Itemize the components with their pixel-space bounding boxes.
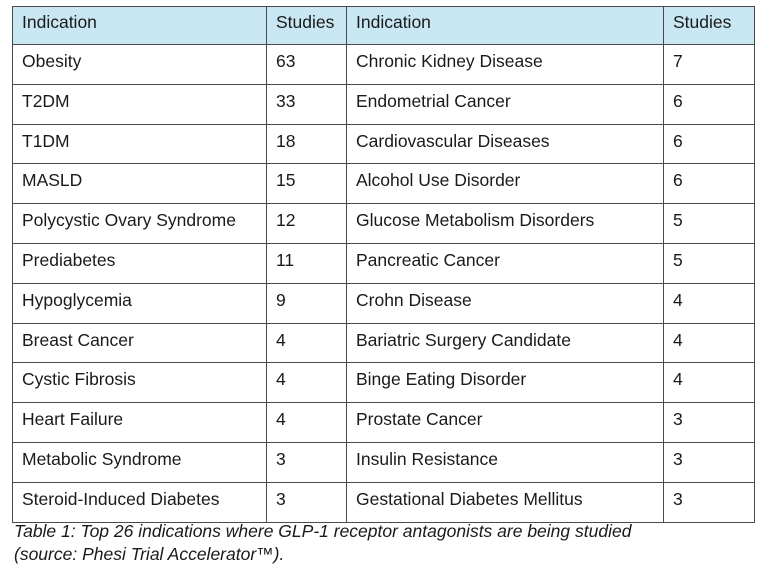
studies-cell: 4 — [267, 403, 347, 443]
studies-cell: 4 — [664, 283, 755, 323]
studies-cell: 3 — [664, 442, 755, 482]
indication-cell: Polycystic Ovary Syndrome — [13, 204, 267, 244]
table-row — [13, 45, 755, 85]
caption-line-1: Table 1: Top 26 indications where GLP-1 receptor antagonists are being studied — [14, 521, 632, 541]
table-body — [13, 45, 755, 523]
table-row — [13, 403, 755, 443]
studies-cell: 3 — [267, 482, 347, 522]
table-row — [13, 84, 755, 124]
studies-cell: 5 — [664, 243, 755, 283]
studies-cell: 3 — [664, 403, 755, 443]
header-indication-right: Indication — [347, 7, 664, 45]
header-indication-left: Indication — [13, 7, 267, 45]
studies-cell: 18 — [267, 124, 347, 164]
indication-cell: Cystic Fibrosis — [13, 363, 267, 403]
indication-cell: Breast Cancer — [13, 323, 267, 363]
studies-cell: 6 — [664, 164, 755, 204]
header-studies-right: Studies — [664, 7, 755, 45]
studies-cell: 33 — [267, 84, 347, 124]
indication-cell: Pancreatic Cancer — [347, 243, 664, 283]
studies-cell: 63 — [267, 45, 347, 85]
table-row — [13, 482, 755, 522]
indication-cell: T1DM — [13, 124, 267, 164]
header-row — [13, 7, 755, 45]
indication-cell: Prostate Cancer — [347, 403, 664, 443]
table-row — [13, 283, 755, 323]
indication-cell: T2DM — [13, 84, 267, 124]
studies-cell: 4 — [267, 323, 347, 363]
indication-cell: Cardiovascular Diseases — [347, 124, 664, 164]
indication-cell: Glucose Metabolism Disorders — [347, 204, 664, 244]
studies-cell: 6 — [664, 124, 755, 164]
indications-table-container — [12, 6, 754, 523]
indication-cell: Gestational Diabetes Mellitus — [347, 482, 664, 522]
table-row — [13, 363, 755, 403]
table-caption — [14, 520, 754, 566]
studies-cell: 12 — [267, 204, 347, 244]
indications-table — [12, 6, 755, 523]
table-row — [13, 442, 755, 482]
indication-cell: Chronic Kidney Disease — [347, 45, 664, 85]
indication-cell: Endometrial Cancer — [347, 84, 664, 124]
studies-cell: 9 — [267, 283, 347, 323]
studies-cell: 3 — [664, 482, 755, 522]
indication-cell: Prediabetes — [13, 243, 267, 283]
indication-cell: Obesity — [13, 45, 267, 85]
studies-cell: 7 — [664, 45, 755, 85]
studies-cell: 3 — [267, 442, 347, 482]
studies-cell: 4 — [664, 363, 755, 403]
studies-cell: 5 — [664, 204, 755, 244]
caption-line-2: (source: Phesi Trial Accelerator™). — [14, 544, 285, 564]
table-row — [13, 124, 755, 164]
studies-cell: 4 — [664, 323, 755, 363]
table-row — [13, 243, 755, 283]
indication-cell: Steroid-Induced Diabetes — [13, 482, 267, 522]
indication-cell: Alcohol Use Disorder — [347, 164, 664, 204]
indication-cell: Binge Eating Disorder — [347, 363, 664, 403]
indication-cell: Hypoglycemia — [13, 283, 267, 323]
table-row — [13, 164, 755, 204]
studies-cell: 4 — [267, 363, 347, 403]
indication-cell: Heart Failure — [13, 403, 267, 443]
studies-cell: 11 — [267, 243, 347, 283]
studies-cell: 6 — [664, 84, 755, 124]
studies-cell: 15 — [267, 164, 347, 204]
indication-cell: Insulin Resistance — [347, 442, 664, 482]
indication-cell: MASLD — [13, 164, 267, 204]
header-studies-left: Studies — [267, 7, 347, 45]
table-row — [13, 323, 755, 363]
table-row — [13, 204, 755, 244]
table-header — [13, 7, 755, 45]
indication-cell: Bariatric Surgery Candidate — [347, 323, 664, 363]
indication-cell: Metabolic Syndrome — [13, 442, 267, 482]
indication-cell: Crohn Disease — [347, 283, 664, 323]
